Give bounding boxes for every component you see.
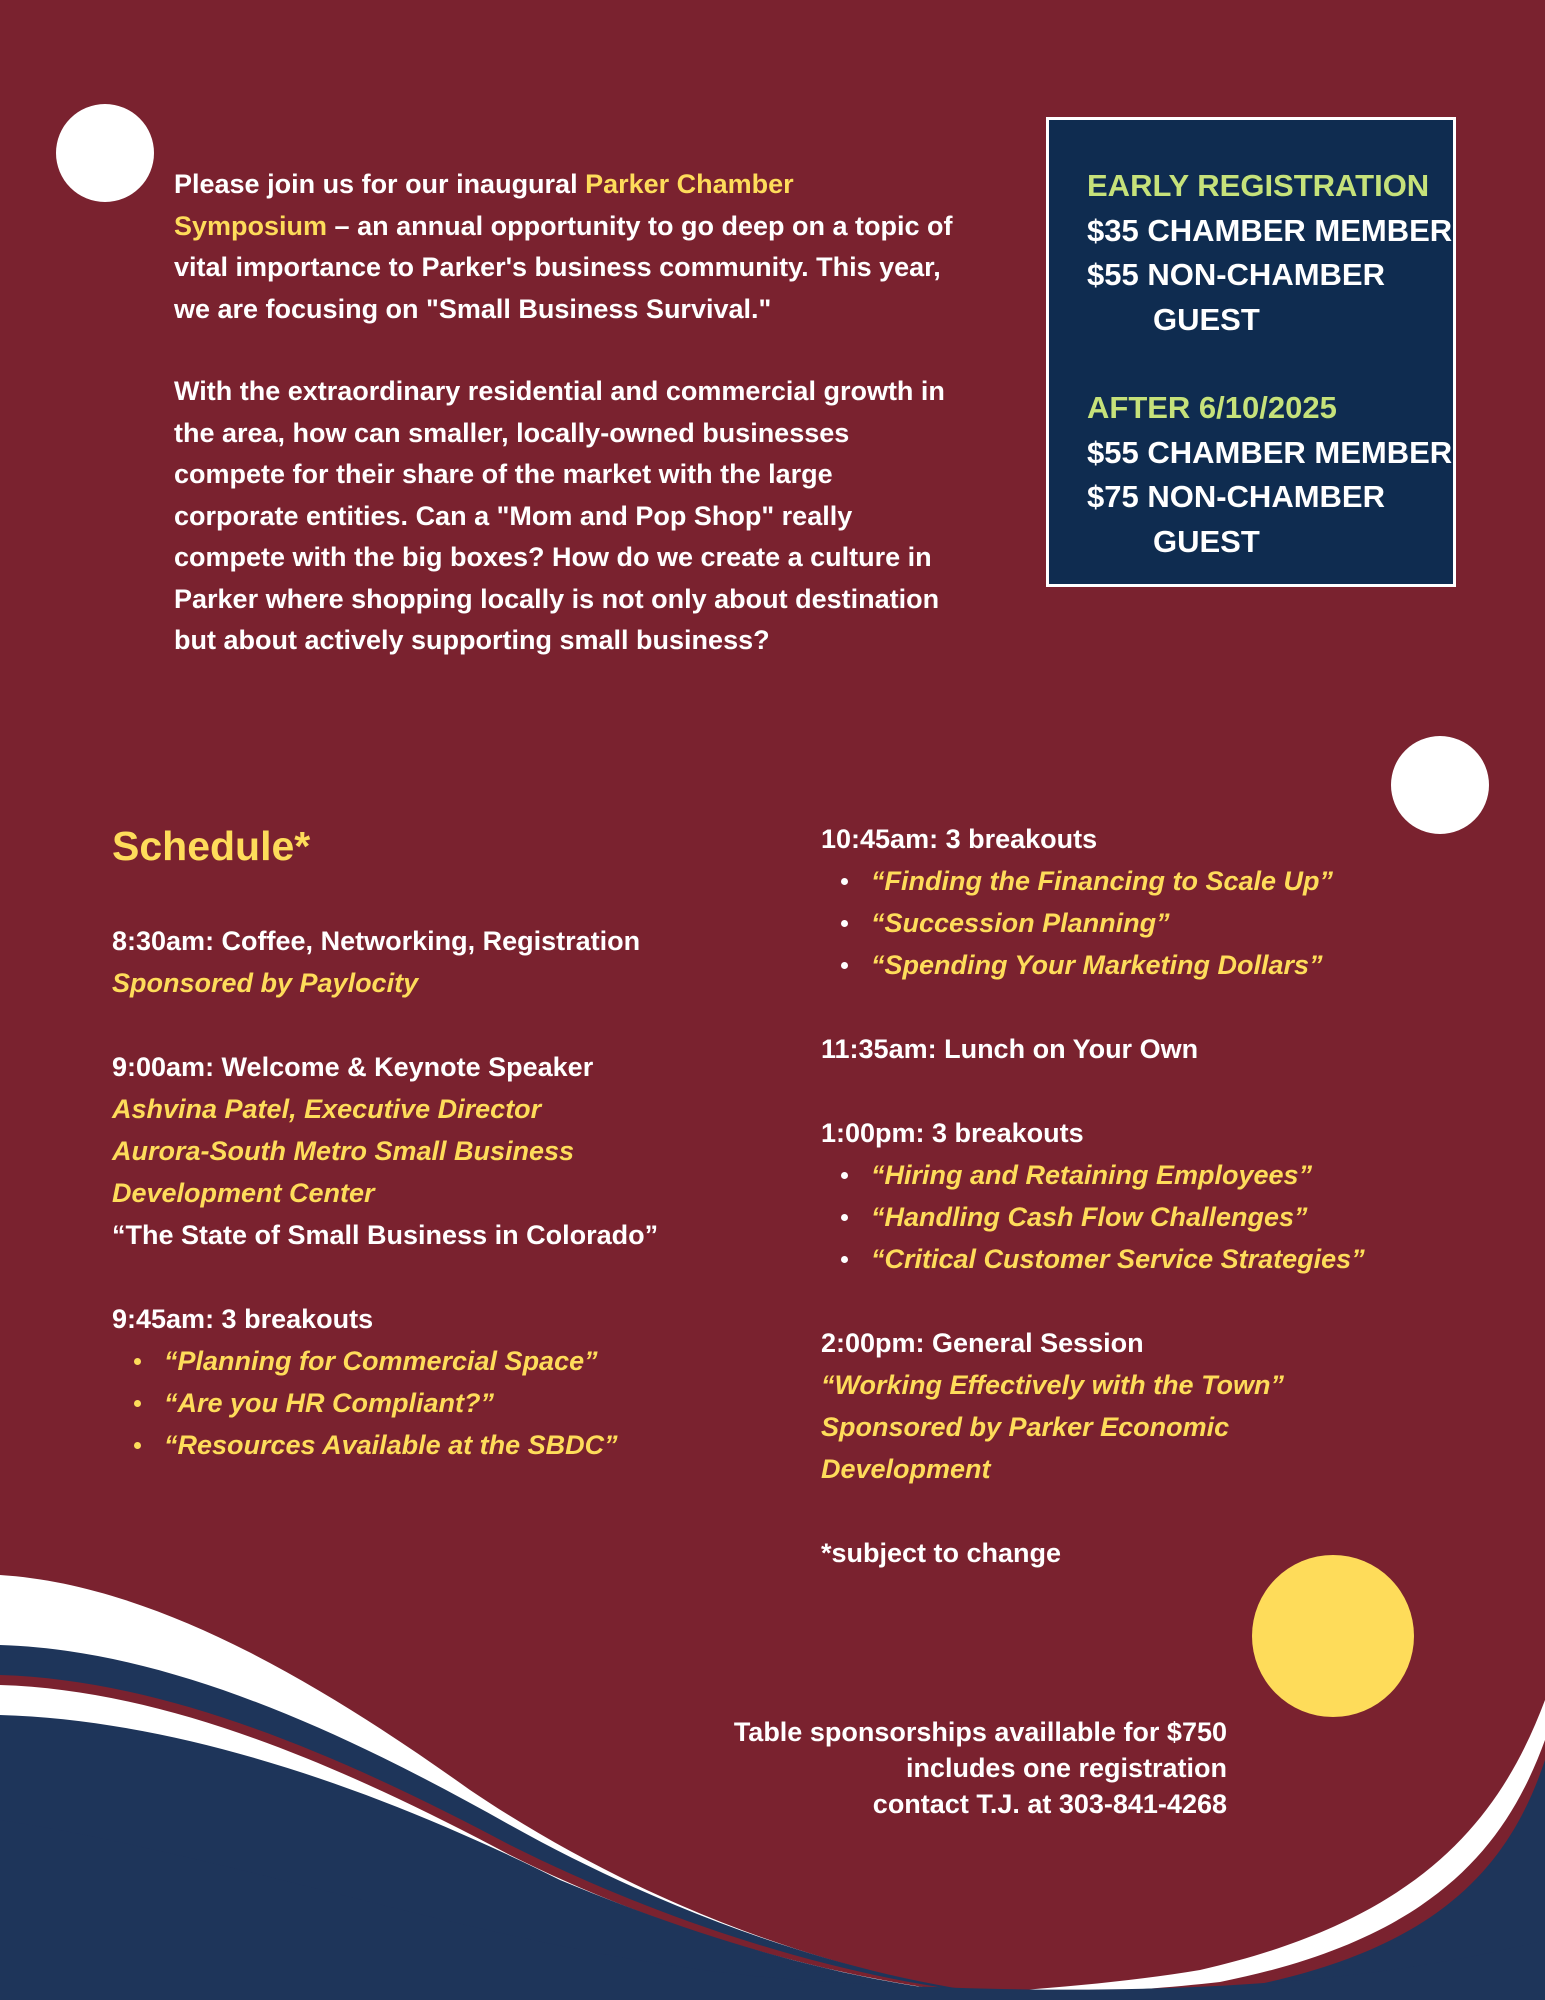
session-title: “Working Effectively with the Town” [821,1370,1285,1400]
early-member-price: $35 CHAMBER MEMBER [1087,212,1453,248]
schedule-keynote: 9:00am: Welcome & Keynote Speaker Ashvina Patel, Executive Director Aurora-South Metro Small Business Development Center “The State of Small Business in Colorado” [112,1046,752,1256]
breakout-list [821,1154,1461,1280]
list-item: “Handling Cash Flow Challenges” [821,1196,1461,1238]
list-item: “Hiring and Retaining Employees” [821,1154,1461,1196]
schedule-breakouts-1: 9:45am: 3 breakouts “Planning for Commercial Space” “Are you HR Compliant?” “Resources Available at the SBDC” [112,1298,752,1466]
schedule-lunch: 11:35am: Lunch on Your Own [821,1034,1199,1064]
speaker-text: Ashvina Patel, Executive Director [112,1094,542,1124]
after-guest-price: $75 NON-CHAMBER [1087,479,1385,514]
contact-info: contact T.J. at 303-841-4268 [872,1789,1227,1819]
speaker-text: Development Center [112,1178,375,1208]
early-guest-label: GUEST [1153,301,1260,337]
schedule-coffee: 8:30am: Coffee, Networking, Registration Sponsored by Paylocity [112,920,752,1004]
schedule-note: *subject to change [821,1538,1062,1568]
schedule-breakouts-3: 1:00pm: 3 breakouts “Hiring and Retaining Employees” “Handling Cash Flow Challenges” “Critical Customer Service Strategies” [821,1112,1461,1280]
list-item: “Resources Available at the SBDC” [112,1424,752,1466]
early-guest-price: $55 NON-CHAMBER [1087,257,1385,292]
after-date-heading: AFTER 6/10/2025 [1087,390,1337,425]
early-registration-heading: EARLY REGISTRATION [1087,168,1430,203]
sponsor-text: Sponsored by Paylocity [112,968,419,998]
intro-text [174,164,954,703]
schedule-right-column [821,818,1461,1616]
list-item: “Finding the Financing to Scale Up” [821,860,1461,902]
after-guest-label: GUEST [1153,523,1260,559]
sponsor-text: Development [821,1454,991,1484]
breakout-list [112,1340,752,1466]
yellow-circle-decoration [1252,1555,1414,1717]
white-circle-decoration [56,104,154,202]
intro-paragraph-1: Please join us for our inaugural Parker Chamber Symposium – an annual opportunity to go deep on a topic of vital importance to Parker's business community. This year, we are focusing on "Small Business Survival." [174,169,953,324]
list-item: “Succession Planning” [821,902,1461,944]
intro-paragraph-2: With the extraordinary residential and commercial growth in the area, how can smaller, locally-owned businesses compete for their share of the market with the large corporate entities. Can a "Mom and Pop Shop" really compete with the big boxes? How do we create a culture in Parker where shopping locally is not only about destination but about actively supporting small business? [174,376,945,655]
schedule-breakouts-2: 10:45am: 3 breakouts “Finding the Financing to Scale Up” “Succession Planning” “Spending Your Marketing Dollars” [821,818,1461,986]
registration-box [1046,117,1456,587]
sponsorship-info: Table sponsorships availlable for $750 includes one registration contact T.J. at 303-841-4268 [627,1714,1227,1822]
schedule-left-column [112,920,752,1508]
after-member-price: $55 CHAMBER MEMBER [1087,434,1453,470]
event-name: Parker Chamber Symposium [174,169,794,241]
schedule-title: Schedule* [112,823,311,869]
list-item: “Critical Customer Service Strategies” [821,1238,1461,1280]
list-item: “Spending Your Marketing Dollars” [821,944,1461,986]
schedule-general-session: 2:00pm: General Session “Working Effectively with the Town” Sponsored by Parker Economic Development [821,1322,1461,1490]
breakout-list [821,860,1461,986]
sponsor-text: Sponsored by Parker Economic [821,1412,1230,1442]
speaker-text: Aurora-South Metro Small Business [112,1136,575,1166]
keynote-title: “The State of Small Business in Colorado” [112,1220,659,1250]
list-item: “Planning for Commercial Space” [112,1340,752,1382]
list-item: “Are you HR Compliant?” [112,1382,752,1424]
